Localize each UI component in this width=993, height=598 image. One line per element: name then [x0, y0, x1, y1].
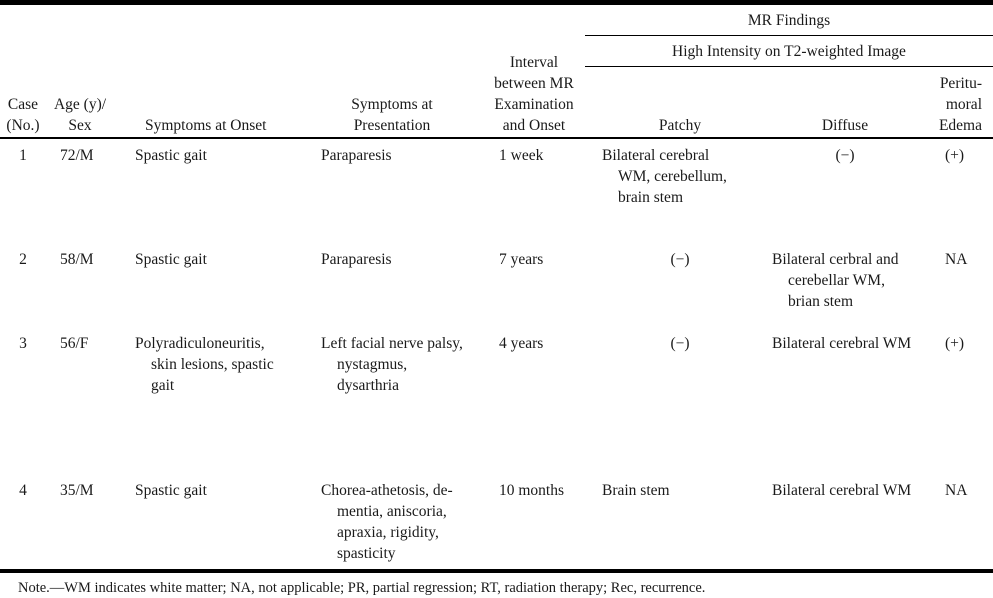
- table-row-1-diffuse: (−): [835, 147, 855, 164]
- header-symptoms-onset: Symptoms at Onset: [145, 117, 267, 134]
- table-row-3-presentation: Left facial nerve palsy, nystagmus, dysarthria: [321, 335, 463, 394]
- table-row-2-onset: Spastic gait: [135, 251, 207, 268]
- table-row-1-onset: Spastic gait: [135, 147, 207, 164]
- table-row-2-interval: 7 years: [499, 251, 544, 268]
- table-bottom-rule: [0, 569, 993, 573]
- top-rule: [0, 0, 993, 5]
- header-symptoms-presentation: Symptoms at Presentation: [351, 96, 433, 134]
- table-row-2-patchy: (−): [670, 251, 690, 268]
- table-row-4-case: 4: [19, 482, 27, 499]
- table-note: Note.—WM indicates white matter; NA, not applicable; PR, partial regression; RT, radiation therapy; Rec, recurrence.: [18, 580, 706, 596]
- header-age-sex: Age (y)/ Sex: [53, 96, 107, 134]
- table-row-4-diffuse: Bilateral cerebral WM: [772, 482, 912, 499]
- table-row-3-edema: (+): [945, 335, 965, 352]
- table-row-1-case: 1: [19, 147, 27, 164]
- header-interval: Interval between MR Examination and Onset: [494, 54, 574, 134]
- header-high-intensity: High Intensity on T2-weighted Image: [672, 43, 906, 60]
- table-row-1-age-sex: 72/M: [60, 147, 94, 164]
- mr-findings-rule: [585, 35, 993, 36]
- table-row-4-presentation: Chorea-athetosis, de- mentia, aniscoria, apraxia, rigidity, spasticity: [321, 482, 453, 562]
- table-row-3-case: 3: [19, 335, 27, 352]
- table-row-3-diffuse: Bilateral cerebral WM: [772, 335, 912, 352]
- table-row-2-edema: NA: [945, 251, 968, 268]
- header-bottom-rule: [0, 137, 993, 139]
- header-patchy: Patchy: [658, 117, 702, 134]
- table-row-4-onset: Spastic gait: [135, 482, 207, 499]
- table-row-4-edema: NA: [945, 482, 968, 499]
- table-row-1-edema: (+): [945, 147, 965, 164]
- table-row-1-patchy: Bilateral cerebral WM, cerebellum, brain stem: [602, 147, 727, 206]
- table-row-3-interval: 4 years: [499, 335, 544, 352]
- high-intensity-rule: [585, 66, 993, 67]
- table-row-2-age-sex: 58/M: [60, 251, 94, 268]
- header-case: Case (No.): [6, 96, 40, 134]
- table-row-4-age-sex: 35/M: [60, 482, 94, 499]
- table-row-1-presentation: Paraparesis: [321, 147, 392, 164]
- table-row-2-case: 2: [19, 251, 27, 268]
- header-mr-findings: MR Findings: [747, 12, 831, 29]
- table-row-3-patchy: (−): [670, 335, 690, 352]
- table-row-2-diffuse: Bilateral cerbral and cerebellar WM, brian stem: [772, 251, 899, 310]
- table-row-3-age-sex: 56/F: [60, 335, 89, 352]
- table-row-4-patchy: Brain stem: [602, 482, 670, 499]
- header-edema: Peritu- moral Edema: [938, 75, 982, 134]
- table-row-2-presentation: Paraparesis: [321, 251, 392, 268]
- header-diffuse: Diffuse: [821, 117, 869, 134]
- table-row-1-interval: 1 week: [499, 147, 544, 164]
- table-row-3-onset: Polyradiculoneuritis, skin lesions, spastic gait: [135, 335, 274, 394]
- table-row-4-interval: 10 months: [499, 482, 565, 499]
